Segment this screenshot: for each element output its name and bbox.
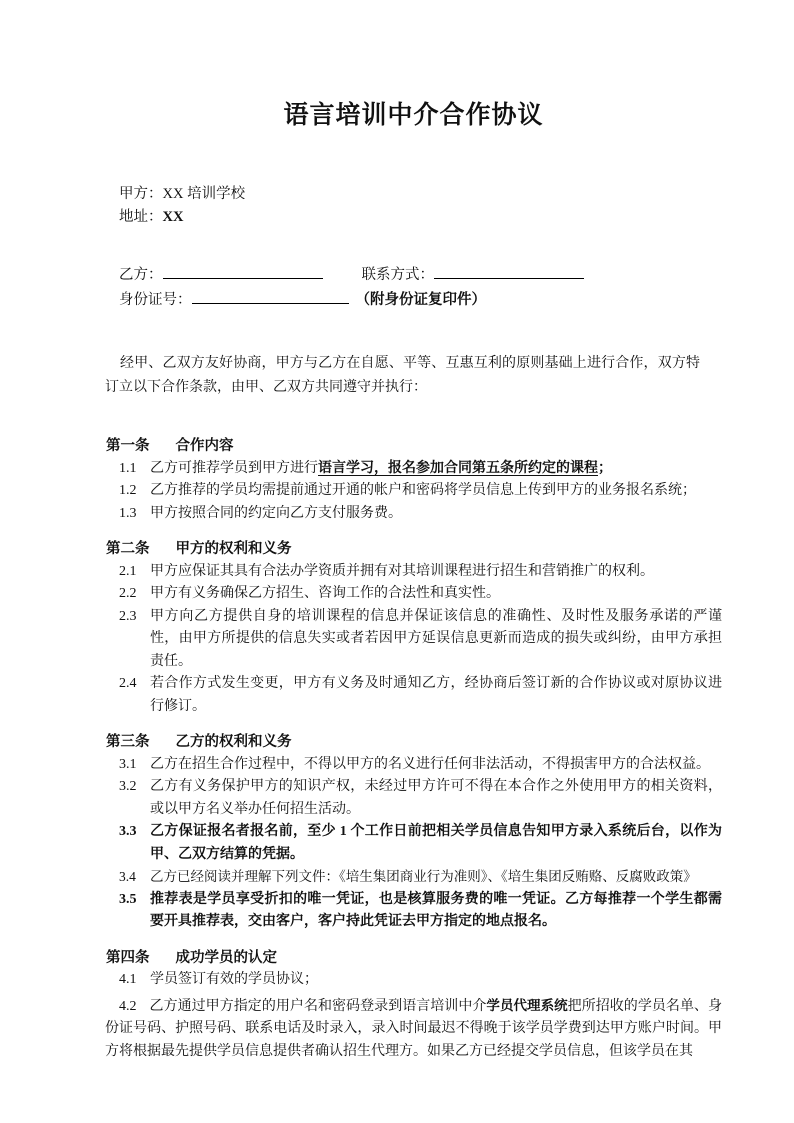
clause-text: 推荐表是学员享受折扣的唯一凭证，也是核算服务费的唯一凭证。乙方每推荐一个学生都需要开具推荐表，交由客户，客户持此凭证去甲方指定的地点报名。 [150,891,722,929]
clause-text: 乙方推荐的学员均需提前通过开通的帐户和密码将学员信息上传到甲方的业务报名系统； [150,483,696,498]
clause-number: 3.3 [119,824,137,839]
clause-number: 3.1 [119,756,137,772]
party-b-label: 乙方： [119,267,163,283]
clause-item [105,458,722,481]
clause-number: 1.2 [119,483,137,498]
clause-text: 甲方按照合同的约定向乙方支付服务费。 [150,505,402,521]
clause-text: 学员签订有效的学员协议； [150,972,318,987]
clause-item [105,583,722,606]
clause-item [105,480,722,503]
clause-item [105,673,722,718]
party-a-row [105,183,722,206]
document-title: 语言培训中介合作协议 [283,102,544,129]
section-number: 第四条 [106,949,150,966]
address-row [105,206,722,229]
id-label: 身份证号： [119,292,192,308]
clause-number: 2.1 [119,563,137,579]
clause-number: 3.4 [119,869,136,884]
party-b-block [105,262,722,312]
section-number: 第三条 [106,734,150,750]
clause-item [105,889,722,934]
clause-item [105,866,722,889]
clause-item [105,969,722,992]
address-label: 地址： [119,209,163,225]
clause-text: 甲方有义务确保乙方招生、咨询工作的合法性和真实性。 [150,586,500,601]
clause-number: 3.5 [119,891,137,907]
section-heading [106,731,722,754]
section-4 [105,947,722,1064]
clause-item [105,821,722,866]
section-heading [106,947,722,970]
party-a-block [105,183,722,229]
section-title: 合作内容 [175,438,234,454]
section-heading [106,538,722,561]
clause-text: 甲方应保证其具有合法办学资质并拥有对其培训课程进行招生和营销推广的权利。 [150,563,654,579]
section-number: 第一条 [106,438,150,454]
section-3 [105,731,722,934]
intro-paragraph: 经甲、乙双方友好协商，甲方与乙方在自愿、平等、互惠互利的原则基础上进行合作，双方特订立以下合作条款，由甲、乙双方共同遵守并执行： [105,356,700,395]
section-1 [105,435,722,525]
contact-label: 联系方式： [361,267,434,283]
address-value: XX [162,209,184,225]
clause-number: 2.4 [119,676,137,691]
id-fill-in-blank [192,287,349,304]
id-row [105,287,722,312]
party-a-label: 甲方： [119,186,163,202]
clause-text: 把所招收的学员名单、身份证号码、护照号码、联系电话及时录入，录入时间最迟不得晚于该学员学费到达甲方账户时间。甲方将根据最先提供学员信息提供者确认招生代理方。如果乙方已经提交学员信息，但该学员在其 [105,998,723,1059]
clause-number: 4.1 [119,972,137,987]
party-b-row [105,262,722,287]
clause-text: 乙方通过甲方指定的用户名和密码登录到语言培训中介 [149,998,487,1014]
clause-number: 2.2 [119,586,137,601]
clause-text: 甲方向乙方提供自身的培训课程的信息并保证该信息的准确性、及时性及服务承诺的严谨性，由甲方所提供的信息失实或者若因甲方延误信息更新而造成的损失或纠纷，由甲方承担责任。 [150,608,722,669]
clause-item [105,561,722,584]
clause-item [105,776,722,821]
contact-fill-in-blank [434,262,584,279]
clause-number: 4.2 [119,998,137,1014]
clause-text: 乙方可推荐学员到甲方进行语言学习，报名参加合同第五条所约定的课程； [150,460,612,476]
clause-text-emphasis: 学员代理系统 [486,997,568,1013]
party-a-value: XX 培训学校 [162,186,246,202]
clause-number: 1.1 [119,460,137,476]
clause-number: 3.2 [119,779,137,794]
id-note: （附身份证复印件） [355,292,486,308]
clause-text: 乙方保证报名者报名前，至少 1 个工作日前把相关学员信息告知甲方录入系统后台，以作为甲、乙双方结算的凭据。 [150,824,722,862]
section-title: 成功学员的认定 [175,949,277,966]
clause-text: 乙方在招生合作过程中，不得以甲方的名义进行任何非法活动，不得损害甲方的合法权益。 [150,756,710,772]
clause-item [105,995,722,1064]
section-title: 乙方的权利和义务 [175,734,292,750]
section-number: 第二条 [106,541,150,557]
section-heading [106,435,722,458]
clause-text: 乙方已经阅读并理解下列文件：《培生集团商业行为准则》、《培生集团反贿赂、反腐败政策》 [150,869,697,884]
clause-number: 2.3 [119,608,137,624]
clause-item [105,606,722,674]
clause-text: 乙方有义务保护甲方的知识产权，未经过甲方许可不得在本合作之外使用甲方的相关资料，或以甲方名义举办任何招生活动。 [150,779,722,817]
clause-item [105,754,722,777]
section-2 [105,538,722,718]
section-title: 甲方的权利和义务 [175,541,292,557]
clause-number: 1.3 [119,505,137,521]
clause-text: 若合作方式发生变更，甲方有义务及时通知乙方，经协商后签订新的合作协议或对原协议进行修订。 [150,676,722,714]
clause-item [105,503,722,526]
party-b-fill-in-blank [163,262,323,279]
sections [105,435,722,1063]
